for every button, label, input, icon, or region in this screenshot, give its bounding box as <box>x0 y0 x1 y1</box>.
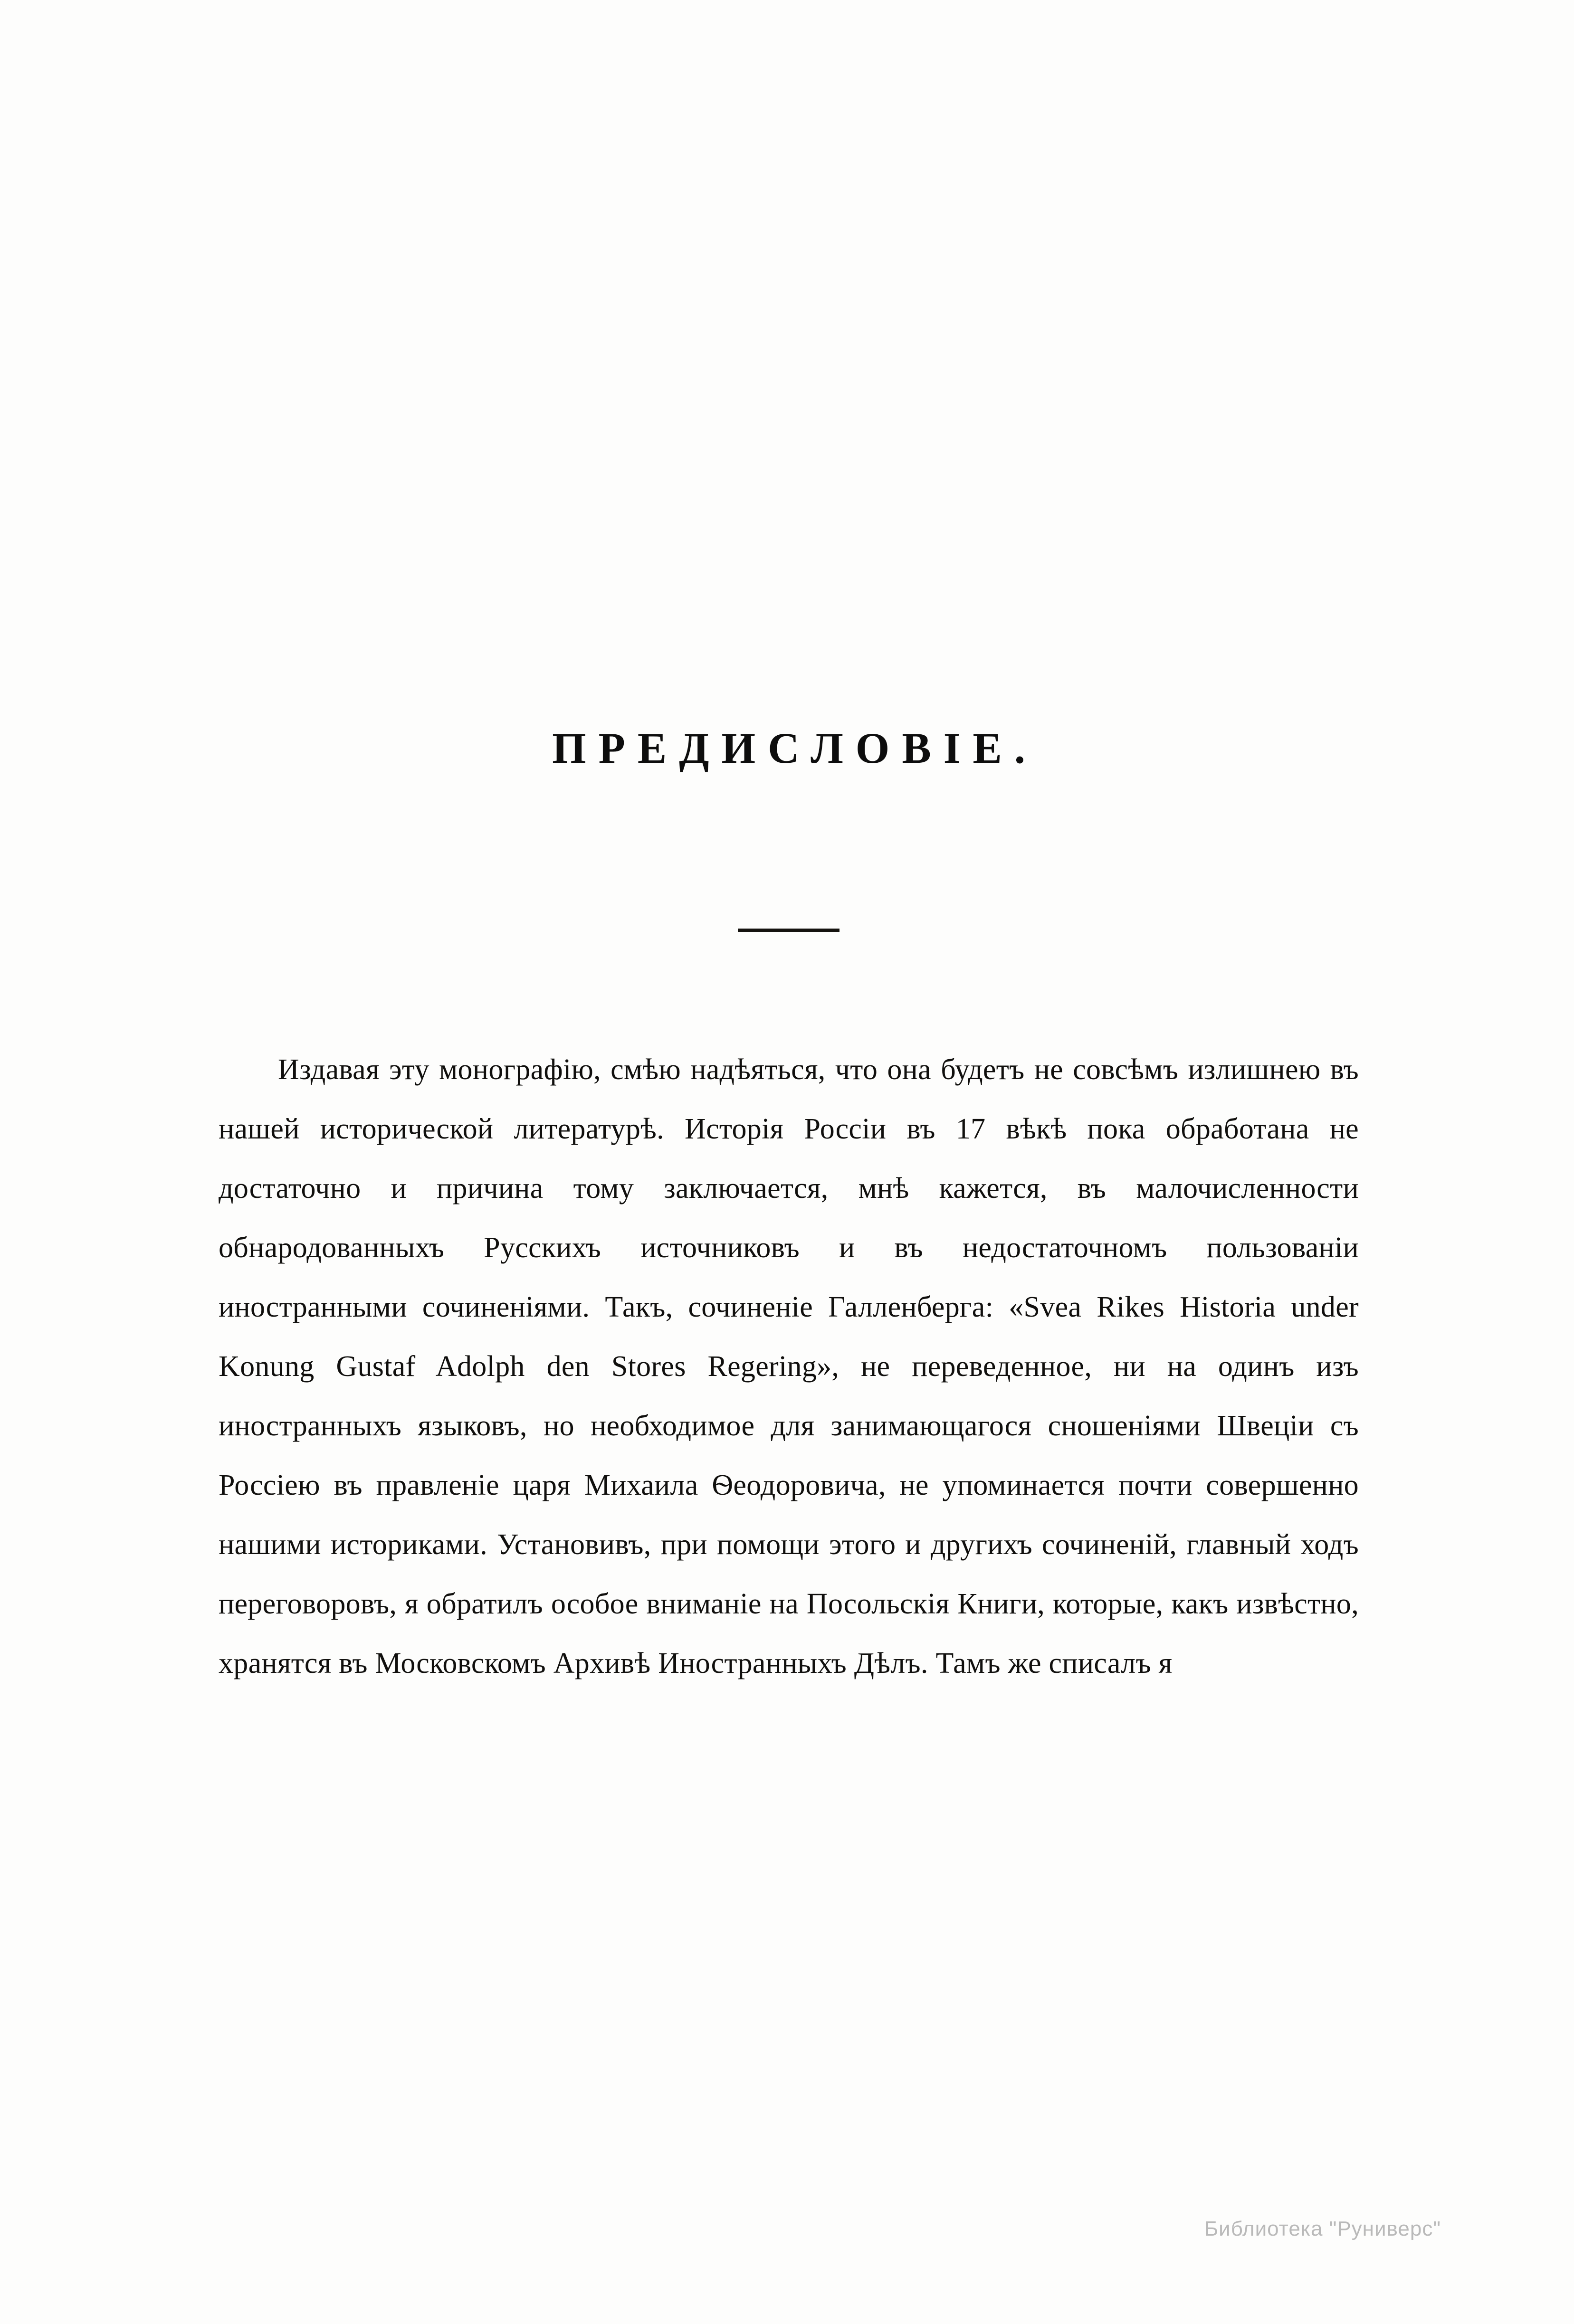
page-title: ПРЕДИСЛОВІЕ. <box>552 723 1038 772</box>
page-content-area <box>214 0 1364 2324</box>
preface-body <box>219 1040 1359 1693</box>
library-watermark: Библиотека "Руниверс" <box>1204 2217 1441 2240</box>
body-paragraph: Издавая эту монографію, смѣю надѣяться, что она будетъ не совсѣмъ излишнею въ нашей исторической литературѣ. Исторія Россіи въ 17 вѣкѣ пока обработана не достаточно и причина тому заключается, мнѣ кажется, въ малочисленности обнародованныхъ Русскихъ источниковъ и въ недостаточномъ пользованіи иностранными сочиненіями. Такъ, сочиненіе Галленберга: «Svea Rikes Historia under Konung Gustaf Adolph den Stores Regering», не переведенное, ни на одинъ изъ иностранныхъ языковъ, но необходимое для занимающагося сношеніями Швеціи съ Россіею въ правленіе царя Михаила Ѳеодоровича, не упоминается почти совершенно нашими историками. Установивъ, при помощи этого и другихъ сочиненій, главный ходъ переговоровъ, я обратилъ особое вниманіе на Посольскія Книги, которые, какъ извѣстно, хранятся въ Московскомъ Архивѣ Иностранныхъ Дѣлъ. Тамъ же списалъ я <box>219 1053 1359 1679</box>
title-divider-rule <box>738 929 839 932</box>
